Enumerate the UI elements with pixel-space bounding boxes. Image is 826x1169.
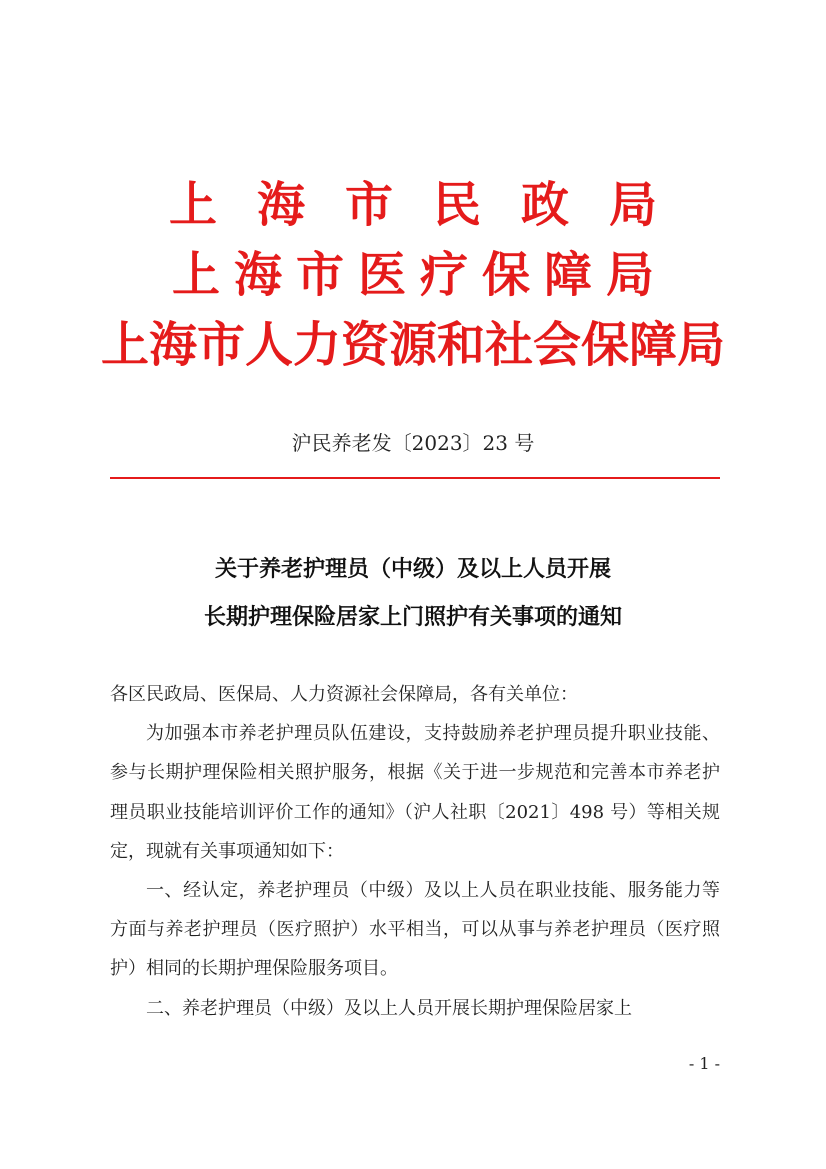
- title-line-1: 关于养老护理员（中级）及以上人员开展: [214, 556, 611, 582]
- document-title: [0, 545, 826, 641]
- page-number: - 1 -: [688, 1054, 720, 1073]
- issuing-authorities-header: [0, 170, 826, 380]
- red-separator-line: [110, 477, 720, 479]
- title-line-2: 长期护理保险居家上门照护有关事项的通知: [203, 604, 622, 630]
- paragraph-intro: 为加强本市养老护理员队伍建设，支持鼓励养老护理员提升职业技能、参与长期护理保险相关照护服务，根据《关于进一步规范和完善本市养老护理员职业技能培训评价工作的通知》（沪人社职〔2021〕498 号）等相关规定，现就有关事项通知如下：: [110, 723, 720, 862]
- document-body: [110, 675, 720, 1028]
- salutation: 各区民政局、医保局、人力资源社会保障局，各有关单位：: [110, 684, 578, 705]
- document-number: 沪民养老发〔2023〕23 号: [291, 431, 535, 455]
- org-healthcare-security-bureau: 上海市医疗保障局: [171, 247, 668, 303]
- org-civil-affairs-bureau: 上海市民政局: [168, 177, 697, 233]
- org-human-resources-social-security-bureau: 上海市人力资源和社会保障局: [100, 317, 725, 373]
- paragraph-item-2: 二、养老护理员（中级）及以上人员开展长期护理保险居家上: [146, 997, 632, 1019]
- paragraph-item-1: 一、经认定，养老护理员（中级）及以上人员在职业技能、服务能力等方面与养老护理员（医疗照护）水平相当，可以从事与养老护理员（医疗照护）相同的长期护理保险服务项目。: [110, 880, 720, 980]
